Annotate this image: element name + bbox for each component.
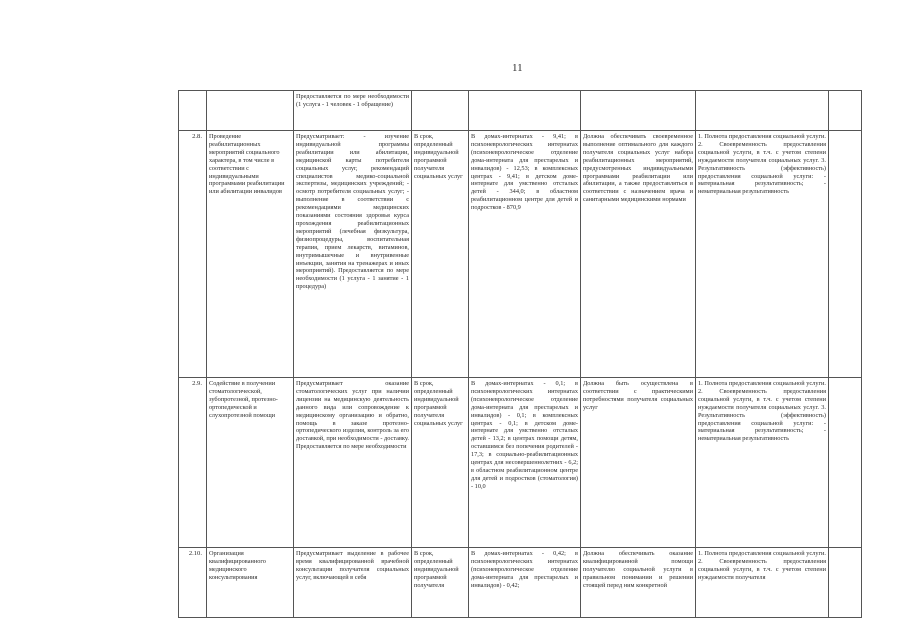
service-name bbox=[207, 91, 294, 131]
service-term: В срок, определенный индивидуальной программой получателя социальных услуг bbox=[412, 131, 469, 378]
service-volume: В домах-интернатах - 9,41; в психоневрологических интернатах (психоневрологическое отделение дома-интерната для престарелых и инвалидов) - 12,53; в комплексных центрах - 9,41; в детском доме-интернате для умственно отсталых детей - 344,0; в областном реабилитационном центре для детей и подростков - 870,9 bbox=[469, 131, 581, 378]
service-quality: Должна быть осуществлена в соответствии с практическими потребностями получателя социальных услуг bbox=[581, 378, 696, 548]
table-row bbox=[179, 131, 862, 378]
service-quality: Должна обеспечивать оказание квалифицированной помощи получателю социальной услуги в правильном понимании и решении стоящей перед ним конкретной bbox=[581, 548, 696, 618]
empty-cell bbox=[829, 131, 862, 378]
row-number: 2.8. bbox=[179, 131, 207, 378]
row-number: 2.10. bbox=[179, 548, 207, 618]
service-evaluation bbox=[696, 91, 829, 131]
service-evaluation: 1. Полнота предоставления социальной услуги. 2. Своевременность предоставления социальной услуги, в т.ч. с учетом степени нуждаемости получателя bbox=[696, 548, 829, 618]
table-row bbox=[179, 548, 862, 618]
empty-cell bbox=[829, 548, 862, 618]
service-term: В срок, определенный индивидуальной программой получателя bbox=[412, 548, 469, 618]
service-quality bbox=[581, 91, 696, 131]
table-row bbox=[179, 378, 862, 548]
service-description: Предоставляется по мере необходимости (1 услуга - 1 человек - 1 обращение) bbox=[294, 91, 412, 131]
service-name: Проведение реабилитационных мероприятий социального характера, в том числе в соответствии с индивидуальными программами реабилитации или абилитации инвалидов bbox=[207, 131, 294, 378]
service-evaluation: 1. Полнота предоставления социальной услуги. 2. Своевременность предоставления социальной услуги, в т.ч. с учетом степени нуждаемости получателя социальных услуг. 3. Результативность (эффективность) предоставления социальной услуги: - материальная результативность; - нематериальная результативность bbox=[696, 131, 829, 378]
service-volume bbox=[469, 91, 581, 131]
services-table bbox=[178, 90, 862, 618]
service-description: Предусматривает: - изучение индивидуальной программы реабилитации или абилитации, медицинской карты потребителя социальных услуг, рекомендаций специалистов медико-социальной экспертизы, медицинских учреждений; - осмотр потребителя социальных услуг; - выполнение в соответствии с рекомендациями медицинских показаниями состояния здоровья курса прохождения реабилитационных мероприятий (лечебная физкультура, физиопроцедуры, воспитательная терапия, прием лекарств, витаминов, внутримышечные и внутривенные инъекции, занятия на тренажерах и иных мероприятий). Предоставляется по мере необходимости (1 услуга - 1 занятие - 1 процедура) bbox=[294, 131, 412, 378]
service-volume: В домах-интернатах - 0,1; в психоневрологических интернатах (психоневрологическое отделение дома-интерната для престарелых и инвалидов) - 0,1; в комплексных центрах - 0,1; в детском доме-интернате для умственно отсталых детей - 13,2; в центрах помощи детям, оставшимся без попечения родителей - 17,3; в социально-реабилитационных центрах для несовершеннолетних - 6,2; в областном реабилитационном центре для детей и подростков (стоматология) - 10,0 bbox=[469, 378, 581, 548]
row-number bbox=[179, 91, 207, 131]
page-number: 11 bbox=[512, 62, 523, 74]
service-quality: Должна обеспечивать своевременное выполнение оптимального для каждого получателя социальных услуг набора реабилитационных мероприятий, предусмотренных индивидуальными программами реабилитации или абилитации, а также предоставляться в соответствии с назначением врача и санитарными медицинскими нормами bbox=[581, 131, 696, 378]
service-description: Предусматривает оказание стоматологических услуг при наличии лицензии на медицинскую деятельность данного вида или сопровождение к медицинскому организацию и обратно, помощь в заказе протезно-ортопедического изделия, контроль за его доставкой, при необходимости - доставку. Предоставляется по мере необходимости bbox=[294, 378, 412, 548]
table-row bbox=[179, 91, 862, 131]
row-number: 2.9. bbox=[179, 378, 207, 548]
service-name: Содействие в получении стоматологической, зубопротезной, протезно-ортопедической и слухопротезной помощи bbox=[207, 378, 294, 548]
service-name: Организация квалифицированного медицинского консультирования bbox=[207, 548, 294, 618]
service-term bbox=[412, 91, 469, 131]
service-evaluation: 1. Полнота предоставления социальной услуги. 2. Своевременность предоставления социальной услуги, в т.ч. с учетом степени нуждаемости получателя социальных услуг. 3. Результативность (эффективность) предоставления социальной услуги: - материальная результативность; - нематериальная результативность bbox=[696, 378, 829, 548]
service-volume: В домах-интернатах - 0,42; в психоневрологических интернатах (психоневрологическое отделение дома-интерната для престарелых и инвалидов) - 0,42; bbox=[469, 548, 581, 618]
service-term: В срок, определенный индивидуальной программой получателя социальных услуг bbox=[412, 378, 469, 548]
service-description: Предусматривает выделение в рабочее время квалифицированной врачебной консультации получателя социальных услуг, включающей в себя bbox=[294, 548, 412, 618]
empty-cell bbox=[829, 378, 862, 548]
empty-cell bbox=[829, 91, 862, 131]
